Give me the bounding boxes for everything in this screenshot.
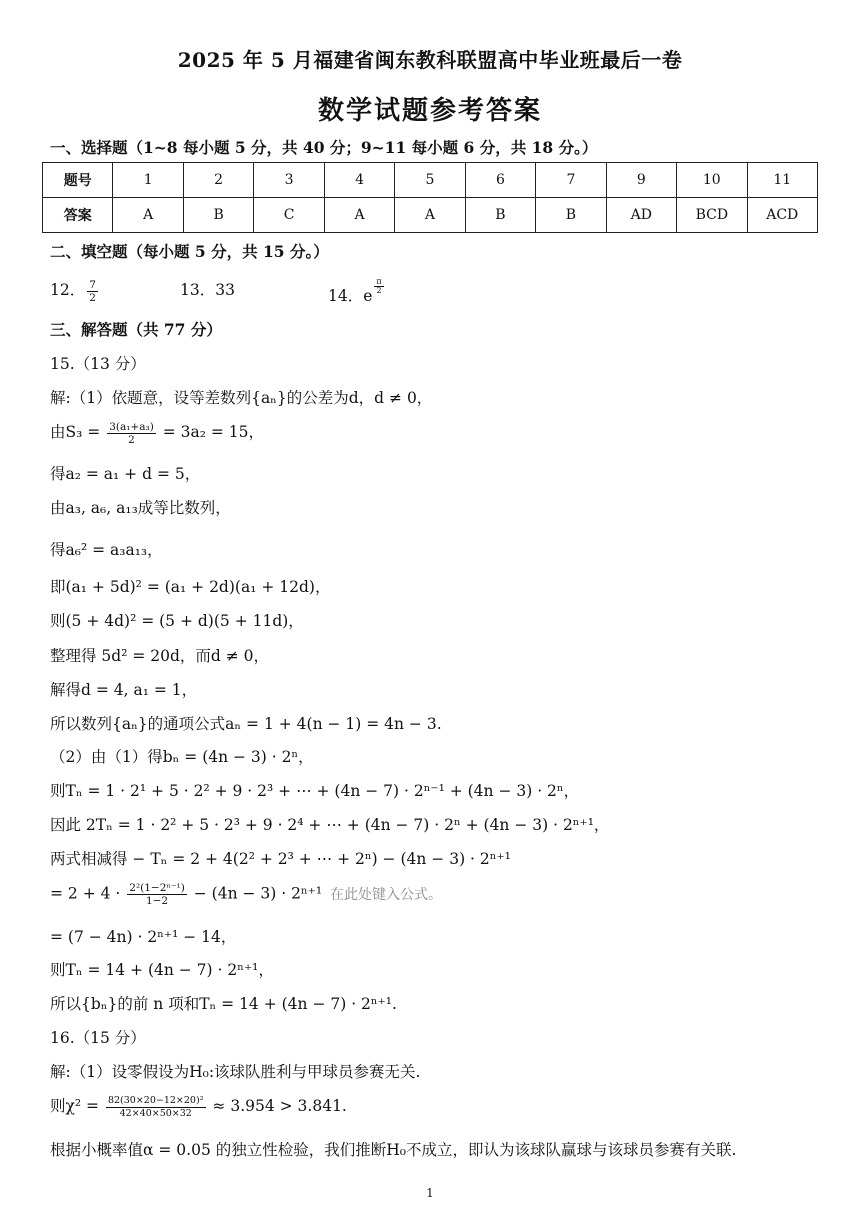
fraction bbox=[127, 882, 187, 907]
fraction-numerator: 3(a₁+a₃) bbox=[109, 420, 154, 433]
solution-line: 解得d = 4, a₁ = 1， bbox=[50, 681, 198, 699]
answer-12-fraction bbox=[87, 279, 98, 304]
section2-heading: 二、填空题（每小题 5 分，共 15 分。） bbox=[50, 242, 329, 261]
solution-line bbox=[50, 1094, 347, 1120]
fraction-numerator: 2²(1−2ⁿ⁻¹) bbox=[129, 882, 185, 894]
formula-part: = 2 + 4 · bbox=[50, 884, 126, 903]
answer-cell: ACD bbox=[747, 198, 817, 233]
solution-line: = (7 − 4n) · 2ⁿ⁺¹ − 14， bbox=[50, 928, 237, 946]
page-number: 1 bbox=[426, 1186, 434, 1200]
solution-line: 根据小概率值α = 0.05 的独立性检验，我们推断H₀不成立，即认为该球队赢球与该球员参赛有关联. bbox=[50, 1141, 737, 1159]
solution-line bbox=[50, 420, 264, 446]
solution-line: 整理得 5d² = 20d，而d ≠ 0， bbox=[50, 647, 270, 665]
question-number: 4 bbox=[324, 163, 394, 198]
answer-14-exponent bbox=[374, 278, 383, 295]
solution-line: 则Tₙ = 14 + (4n − 7) · 2ⁿ⁺¹， bbox=[50, 961, 274, 979]
answer-12-label: 12． bbox=[50, 281, 86, 299]
q15-title: 15.（13 分） bbox=[50, 355, 146, 373]
solution-line: 得a₂ = a₁ + d = 5， bbox=[50, 465, 201, 483]
solution-line: 解:（1）依题意，设等差数列{aₙ}的公差为d，d ≠ 0， bbox=[50, 389, 433, 407]
question-number: 5 bbox=[395, 163, 465, 198]
exponent-numerator: π bbox=[376, 277, 382, 286]
answer-cell: A bbox=[395, 198, 465, 233]
question-number: 11 bbox=[747, 163, 817, 198]
question-number: 10 bbox=[677, 163, 747, 198]
fraction bbox=[106, 1095, 206, 1120]
row-label-question: 题号 bbox=[43, 163, 113, 198]
formula-part: ≈ 3.954 > 3.841. bbox=[207, 1097, 347, 1115]
solution-line: 由a₃, a₆, a₁₃成等比数列， bbox=[50, 499, 231, 517]
answer-cell: C bbox=[254, 198, 324, 233]
formula-part: 由S₃ = bbox=[50, 423, 106, 441]
answer-cell: B bbox=[183, 198, 253, 233]
answer-14 bbox=[328, 278, 386, 306]
document-title: 2025 年 5 月福建省闽东教科联盟高中毕业班最后一卷 bbox=[177, 48, 683, 72]
answer-table bbox=[42, 162, 818, 233]
question-number: 1 bbox=[113, 163, 183, 198]
answer-12 bbox=[50, 278, 100, 304]
question-number: 2 bbox=[183, 163, 253, 198]
question-number: 3 bbox=[254, 163, 324, 198]
solution-line: 即(a₁ + 5d)² = (a₁ + 2d)(a₁ + 12d)， bbox=[50, 578, 331, 596]
question-number: 6 bbox=[465, 163, 535, 198]
answer-row bbox=[43, 198, 818, 233]
answer-cell: A bbox=[324, 198, 394, 233]
question-number: 7 bbox=[536, 163, 606, 198]
question-number-row bbox=[43, 163, 818, 198]
solution-line: 两式相减得 − Tₙ = 2 + 4(2² + 2³ + ⋯ + 2ⁿ) − (4n − 3) · 2ⁿ⁺¹ bbox=[50, 850, 511, 868]
answer-cell: BCD bbox=[677, 198, 747, 233]
fraction-numerator: 7 bbox=[89, 278, 96, 291]
formula-part: = 3a₂ = 15， bbox=[157, 423, 265, 441]
solution-line: 所以数列{aₙ}的通项公式aₙ = 1 + 4(n − 1) = 4n − 3. bbox=[50, 715, 442, 733]
answer-cell: AD bbox=[606, 198, 676, 233]
solution-line bbox=[50, 882, 442, 907]
fraction-numerator: 82(30×20−12×20)² bbox=[107, 1094, 204, 1106]
solution-line: 解:（1）设零假设为H₀:该球队胜利与甲球员参赛无关. bbox=[50, 1063, 421, 1081]
answer-13: 13．33 bbox=[180, 281, 235, 299]
solution-line: 因此 2Tₙ = 1 · 2² + 5 · 2³ + 9 · 2⁴ + ⋯ + (4n − 7) · 2ⁿ + (4n − 3) · 2ⁿ⁺¹， bbox=[50, 816, 610, 834]
q16-title: 16.（15 分） bbox=[50, 1029, 146, 1047]
section1-heading: 一、选择题（1~8 每小题 5 分，共 40 分；9~11 每小题 6 分，共 18 分。） bbox=[50, 138, 598, 157]
solution-line: 则Tₙ = 1 · 2¹ + 5 · 2² + 9 · 2³ + ⋯ + (4n − 7) · 2ⁿ⁻¹ + (4n − 3) · 2ⁿ， bbox=[50, 782, 580, 800]
section3-heading: 三、解答题（共 77 分） bbox=[50, 320, 222, 339]
solution-line: 得a₆² = a₃a₁₃， bbox=[50, 541, 163, 559]
solution-line: 则(5 + 4d)² = (5 + d)(5 + 11d)， bbox=[50, 612, 304, 630]
formula-part: 则χ² = bbox=[50, 1097, 104, 1115]
equation-placeholder-hint[interactable]: 在此处键入公式。 bbox=[330, 886, 443, 903]
fraction bbox=[107, 421, 156, 446]
fraction-denominator: 2 bbox=[89, 291, 96, 304]
formula-part: − (4n − 3) · 2ⁿ⁺¹ bbox=[188, 884, 323, 903]
answer-cell: B bbox=[536, 198, 606, 233]
document-subtitle: 数学试题参考答案 bbox=[317, 96, 542, 126]
answer-14-label: 14．e bbox=[328, 287, 373, 305]
solution-line: （2）由（1）得bₙ = (4n − 3) · 2ⁿ， bbox=[50, 748, 314, 766]
row-label-answer: 答案 bbox=[43, 198, 113, 233]
fraction-denominator: 1−2 bbox=[145, 895, 169, 907]
answer-cell: B bbox=[465, 198, 535, 233]
exponent-denominator: 2 bbox=[376, 286, 382, 295]
fraction-denominator: 2 bbox=[128, 433, 135, 446]
question-number: 9 bbox=[606, 163, 676, 198]
solution-line: 所以{bₙ}的前 n 项和Tₙ = 14 + (4n − 7) · 2ⁿ⁺¹. bbox=[50, 995, 397, 1013]
answer-cell: A bbox=[113, 198, 183, 233]
fraction-denominator: 42×40×50×32 bbox=[119, 1107, 192, 1119]
